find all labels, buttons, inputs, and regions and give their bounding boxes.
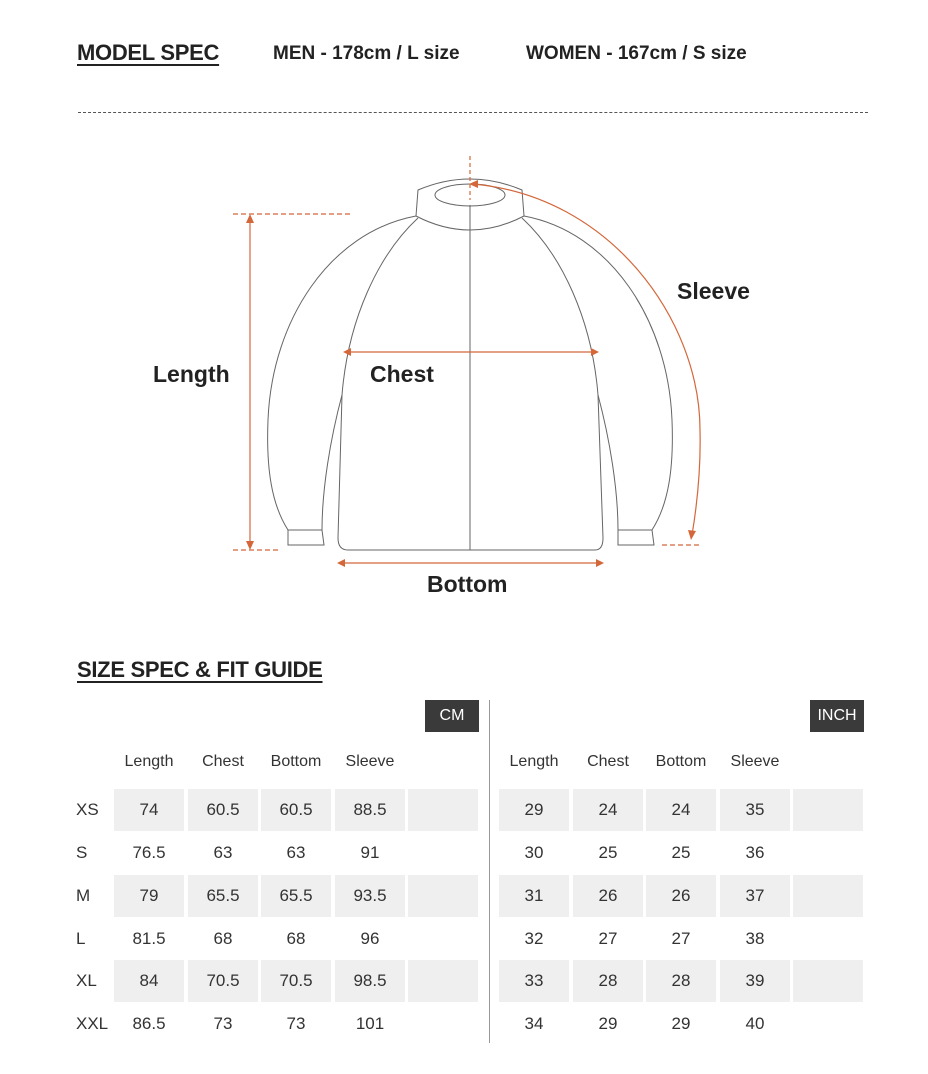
size-cell: 93.5 [335, 875, 405, 917]
size-cell [793, 1003, 863, 1045]
size-cell: 28 [646, 960, 716, 1002]
size-cell: 38 [745, 929, 765, 948]
size-cell: 29 [499, 789, 569, 831]
size-cell: 36 [745, 843, 765, 862]
size-cell: 24 [573, 789, 643, 831]
size-cell: 91 [360, 843, 380, 862]
cm-unit-badge: CM [425, 700, 479, 732]
model-spec-women: WOMEN - 167cm / S size [526, 43, 747, 64]
size-cell: 33 [499, 960, 569, 1002]
size-cell: 101 [355, 1014, 385, 1033]
jacket-outline-right [524, 216, 672, 530]
inch-col-header: Bottom [655, 753, 707, 770]
size-cell: 68 [213, 929, 233, 948]
size-cell: 65.5 [261, 875, 331, 917]
size-cell: 29 [598, 1014, 618, 1033]
size-cell: 79 [114, 875, 184, 917]
size-cell: 63 [286, 843, 306, 862]
size-row-label: L [76, 929, 86, 948]
table-divider [489, 700, 490, 1043]
size-cell [408, 960, 478, 1002]
size-cell: 73 [286, 1014, 306, 1033]
size-cell: 70.5 [261, 960, 331, 1002]
size-cell: 31 [499, 875, 569, 917]
size-cell: 96 [360, 929, 380, 948]
inch-col-header: Length [509, 753, 559, 770]
sleeve-arrow [472, 184, 700, 535]
cm-col-header: Sleeve [345, 753, 395, 770]
chest-label: Chest [370, 361, 434, 387]
size-cell [793, 960, 863, 1002]
size-cell: 65.5 [188, 875, 258, 917]
size-cell [793, 789, 863, 831]
size-cell [793, 832, 863, 874]
size-cell [793, 875, 863, 917]
length-label: Length [153, 361, 230, 387]
size-cell: 70.5 [188, 960, 258, 1002]
inch-unit-badge: INCH [810, 700, 864, 732]
size-cell: 28 [573, 960, 643, 1002]
size-cell [793, 918, 863, 960]
sleeve-label: Sleeve [677, 278, 750, 304]
model-spec-title: MODEL SPEC [77, 40, 220, 65]
size-spec-title: SIZE SPEC & FIT GUIDE [77, 657, 323, 682]
size-cell: 26 [646, 875, 716, 917]
size-cell: 29 [671, 1014, 691, 1033]
size-cell: 73 [213, 1014, 233, 1033]
size-cell: 63 [213, 843, 233, 862]
size-row-label: M [76, 886, 91, 905]
size-cell: 27 [671, 929, 691, 948]
size-cell: 60.5 [188, 789, 258, 831]
size-row-label: XS [76, 800, 99, 819]
size-cell: 24 [646, 789, 716, 831]
inch-col-header: Chest [587, 753, 629, 770]
cuff-left [288, 530, 324, 545]
size-cell: 30 [524, 843, 544, 862]
size-cell [408, 832, 478, 874]
size-cell: 39 [720, 960, 790, 1002]
size-cell: 25 [598, 843, 618, 862]
size-cell [408, 918, 478, 960]
size-cell: 68 [286, 929, 306, 948]
size-cell: 35 [720, 789, 790, 831]
cm-col-header: Chest [202, 753, 244, 770]
size-cell: 25 [671, 843, 691, 862]
size-cell: 86.5 [132, 1014, 166, 1033]
size-cell: 40 [745, 1014, 765, 1033]
size-cell: 81.5 [132, 929, 166, 948]
size-row-label: XL [76, 971, 97, 990]
size-cell: 32 [524, 929, 544, 948]
sleeve-inner-right [598, 395, 618, 530]
size-cell: 27 [598, 929, 618, 948]
size-row-label: S [76, 843, 88, 862]
cuff-right [618, 530, 654, 545]
size-cell [408, 875, 478, 917]
size-cell: 60.5 [261, 789, 331, 831]
size-cell: 76.5 [132, 843, 166, 862]
size-cell [408, 789, 478, 831]
size-cell: 37 [720, 875, 790, 917]
raglan-seam-right [522, 218, 603, 538]
inch-col-header: Sleeve [730, 753, 780, 770]
size-cell: 34 [524, 1014, 544, 1033]
size-cell [408, 1003, 478, 1045]
size-row-label: XXL [76, 1014, 109, 1033]
cm-col-header: Length [124, 753, 174, 770]
cm-col-header: Bottom [270, 753, 322, 770]
model-spec-men: MEN - 178cm / L size [273, 43, 460, 64]
size-cell: 84 [114, 960, 184, 1002]
size-cell: 26 [573, 875, 643, 917]
bottom-label: Bottom [427, 571, 508, 597]
size-cell: 88.5 [335, 789, 405, 831]
size-cell: 74 [114, 789, 184, 831]
size-cell: 98.5 [335, 960, 405, 1002]
